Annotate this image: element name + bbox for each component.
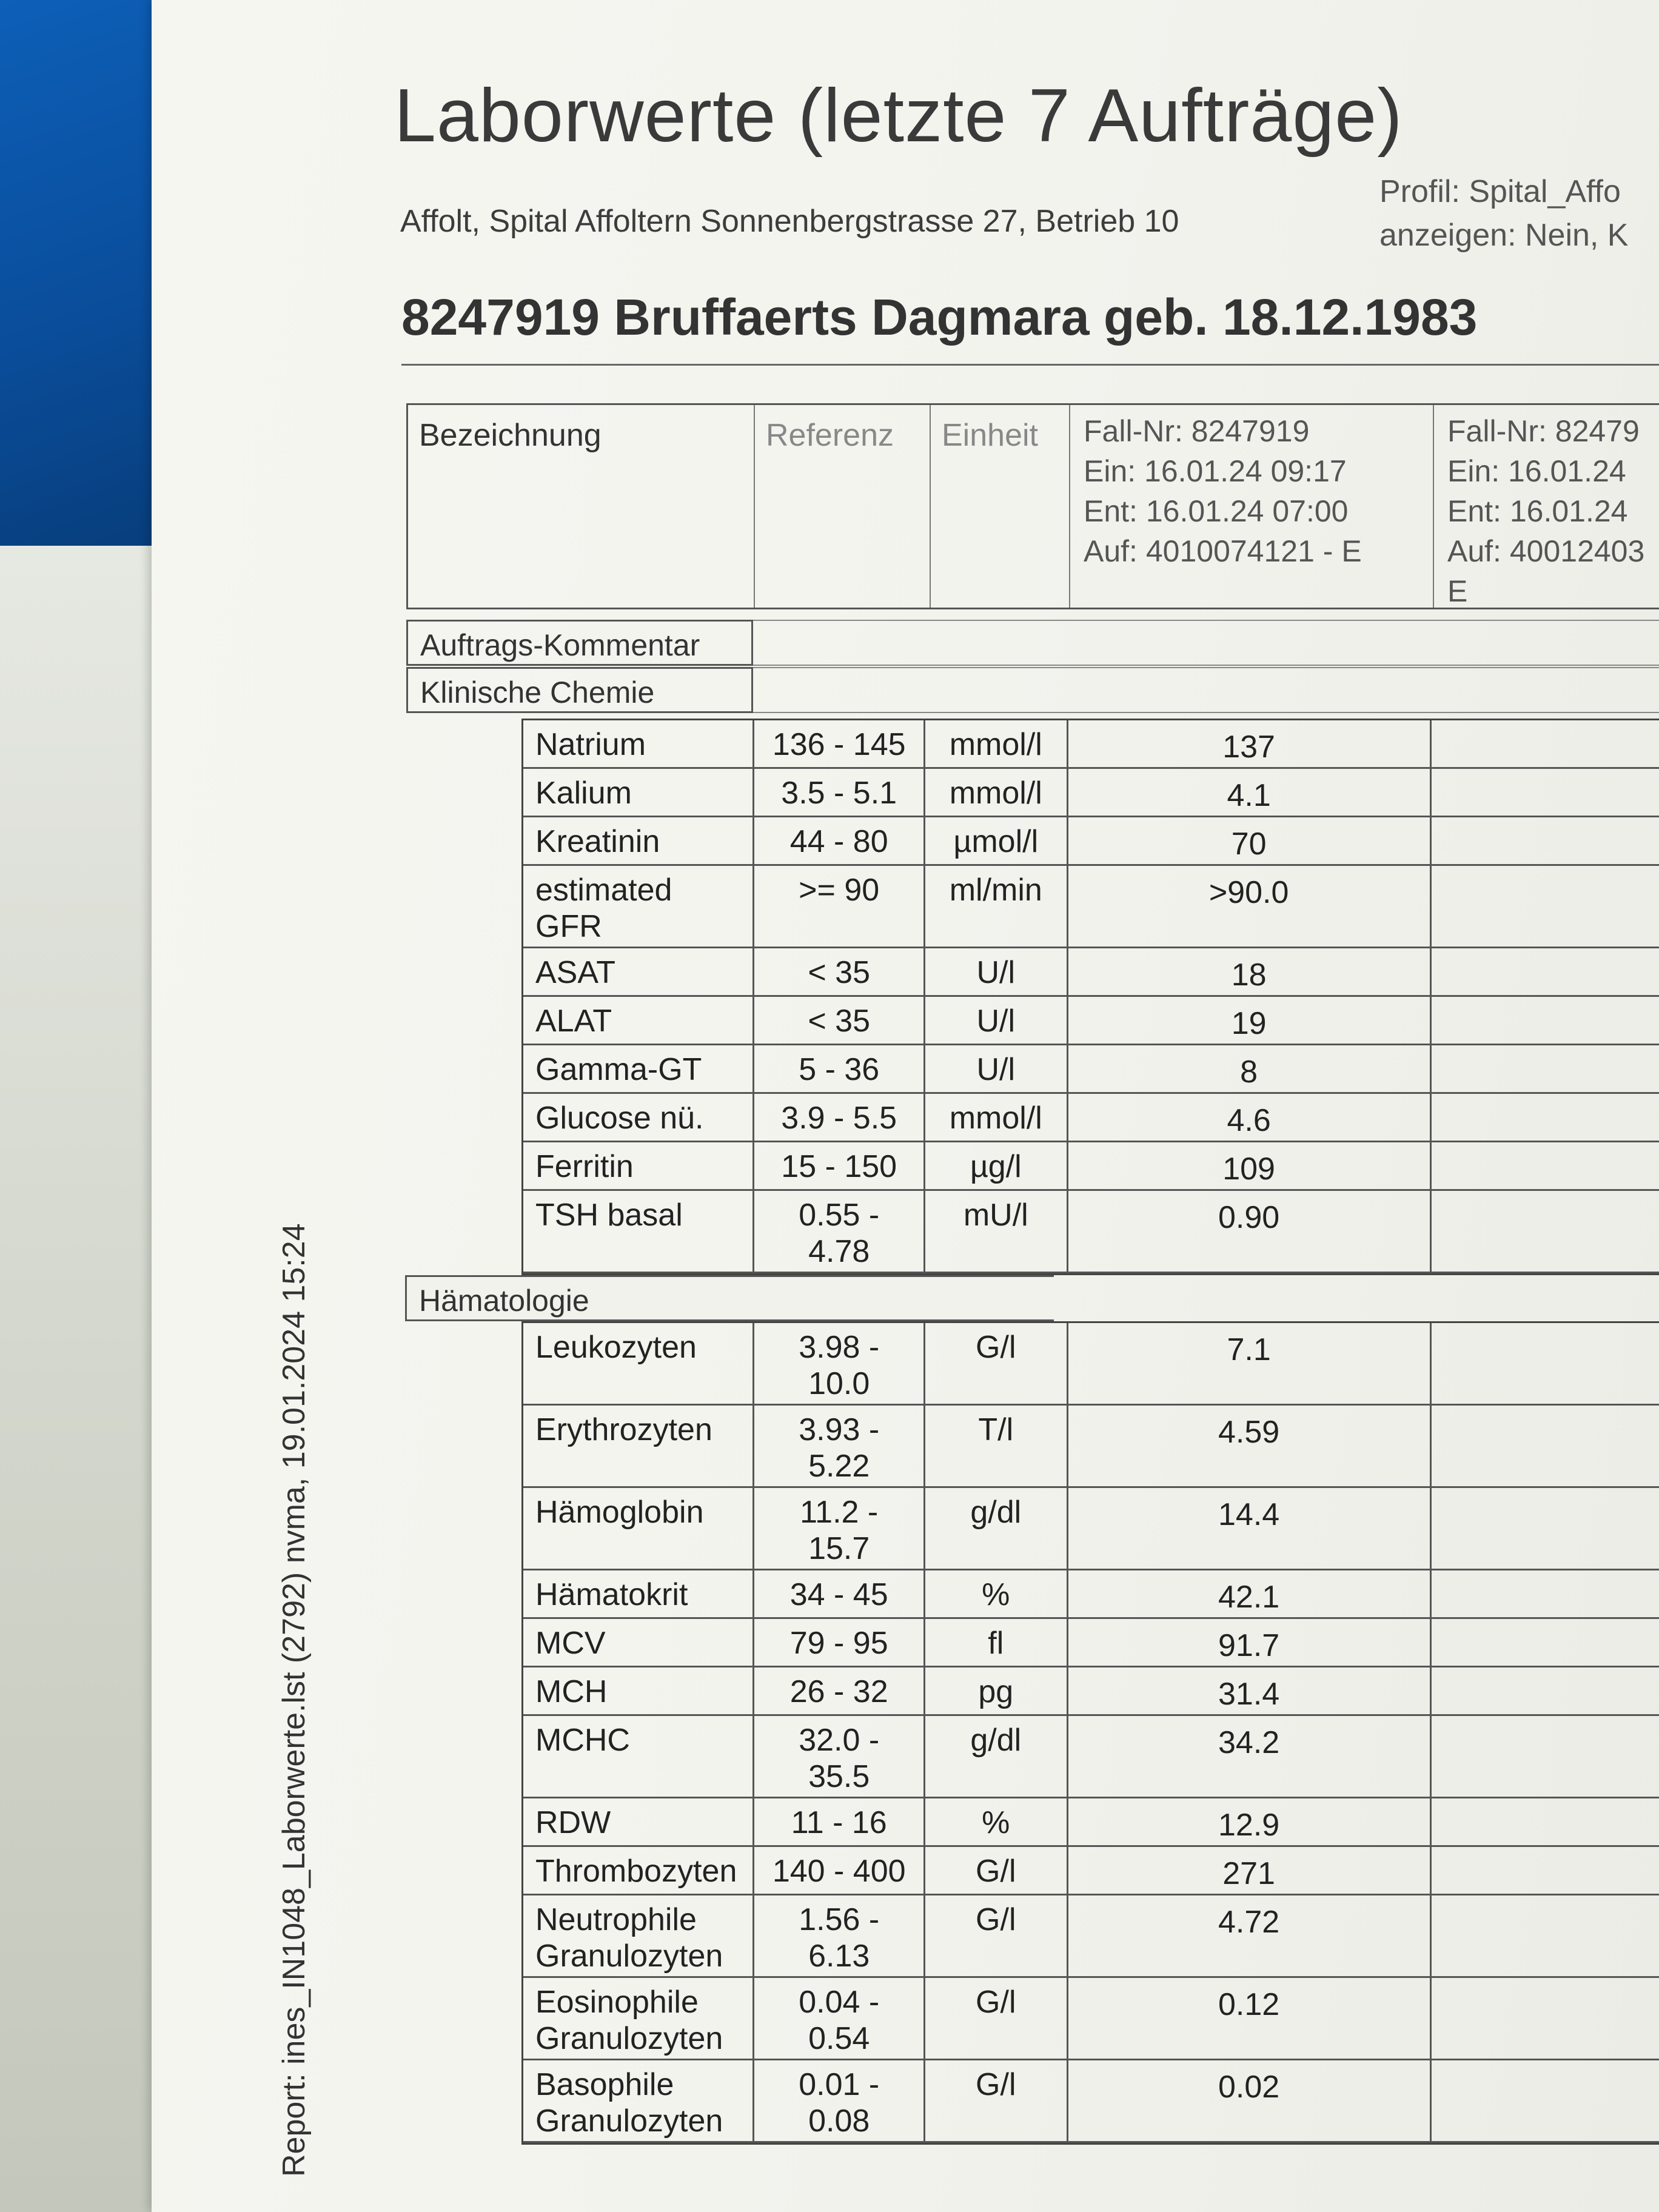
next-order-value [1432,1045,1659,1092]
unit-text: mU/l [963,1198,1028,1233]
test-name-text: MCH [535,1674,608,1709]
unit-text: U/l [976,1004,1016,1039]
header-unit [930,405,1069,608]
reference-range-text: 79 - 95 [789,1626,888,1661]
order-info-line: Auf: 4010074121 - E [1084,534,1362,568]
next-order-value [1432,1798,1659,1845]
reference-range [754,1191,925,1272]
unit [925,1667,1068,1714]
next-order-value [1432,866,1659,947]
next-order-value [1432,1667,1659,1714]
unit-text: % [982,1805,1010,1840]
unit-text: µmol/l [953,824,1039,859]
reference-range [754,2060,925,2141]
unit-text: mmol/l [949,776,1042,811]
next-order-value [1432,769,1659,816]
unit [925,1847,1068,1894]
reference-range-text: 136 - 145 [772,727,906,762]
test-name-text: Hämoglobin [535,1495,704,1530]
section-order-comment-line [753,620,1659,666]
result-row [523,1191,1659,1273]
unit-text: U/l [976,1052,1016,1087]
test-name-text: Leukozyten [535,1330,697,1365]
reference-range [754,1142,925,1189]
next-order-value [1432,997,1659,1044]
test-name [523,1667,754,1714]
test-name-text: Thrombozyten [535,1854,737,1889]
reference-range [754,866,925,947]
test-name-text: Ferritin [535,1149,634,1184]
result-value-text: 8 [1240,1054,1258,1090]
reference-range-text: 4.78 [808,1234,870,1269]
hospital-address: Affolt, Spital Affoltern Sonnenbergstrasse 27, Betrieb 10 [400,204,1179,239]
next-order-value [1432,1570,1659,1617]
test-name [523,817,754,864]
result-value [1068,1570,1432,1617]
result-row [523,1570,1659,1619]
order-1-info [1084,411,1362,571]
section-clinical-chemistry-line [753,667,1659,713]
test-name [523,1895,754,1976]
unit-text: g/dl [970,1495,1022,1530]
next-order-value [1432,1619,1659,1666]
result-value [1068,817,1432,864]
test-name [523,1045,754,1092]
reference-range [754,1716,925,1797]
unit [925,997,1068,1044]
unit [925,1094,1068,1141]
reference-range-text: 3.5 - 5.1 [781,776,897,811]
result-value-text: 137 [1222,729,1275,765]
reference-range-text: 0.04 - [799,1985,880,2020]
unit [925,1406,1068,1486]
reference-range [754,1895,925,1976]
column-header-table [406,403,1659,609]
unit [925,1978,1068,2059]
test-name-text: Neutrophile [535,1902,697,1937]
unit-text: mmol/l [949,1101,1042,1136]
result-value [1068,1619,1432,1666]
order-info-line: Ent: 16.01.24 [1447,494,1628,528]
reference-range [754,1323,925,1404]
test-name-text: MCHC [535,1723,630,1758]
result-value-text: 4.72 [1218,1905,1280,1940]
next-order-value [1432,1716,1659,1797]
result-value [1068,948,1432,995]
reference-range-text: 3.9 - 5.5 [781,1101,897,1136]
result-value-text: 12.9 [1218,1808,1280,1843]
result-value [1068,769,1432,816]
unit [925,817,1068,864]
test-name [523,1406,754,1486]
next-order-value [1432,817,1659,864]
unit-text: G/l [976,1985,1016,2020]
test-name-text: ASAT [535,955,615,990]
test-name-text: ALAT [535,1004,612,1039]
result-row [523,1094,1659,1142]
header-reference [754,405,930,608]
reference-range-text: 0.55 - [799,1198,880,1233]
reference-range-text: 44 - 80 [789,824,888,859]
result-value [1068,1323,1432,1404]
test-name [523,720,754,767]
result-value [1068,866,1432,947]
hematology-table [521,1321,1659,2145]
result-row [523,1142,1659,1191]
reference-range-text: 26 - 32 [789,1674,888,1709]
test-name-text: Granulozyten [535,2021,723,2056]
background-surface [0,546,164,2212]
result-value-text: 91.7 [1218,1628,1280,1663]
test-name [523,997,754,1044]
test-name-text: Erythrozyten [535,1412,712,1447]
result-value-text: 18 [1231,957,1267,993]
reference-range-text: 10.0 [808,1366,870,1401]
reference-range [754,1488,925,1569]
unit [925,1895,1068,1976]
test-name [523,1191,754,1272]
unit [925,1716,1068,1797]
reference-range-text: 15 - 150 [781,1149,897,1184]
result-value-text: 14.4 [1218,1497,1280,1532]
order-info-line: Fall-Nr: 82479 [1447,414,1640,448]
next-order-value [1432,2060,1659,2141]
result-value-text: 0.12 [1218,1987,1280,2022]
order-info-line: Ein: 16.01.24 09:17 [1084,454,1347,488]
result-row [523,1847,1659,1895]
profile-info [1379,170,1629,257]
result-value-text: 7.1 [1227,1332,1271,1367]
section-clinical-chemistry: Klinische Chemie [406,667,753,713]
unit [925,1798,1068,1845]
unit [925,1488,1068,1569]
test-name-text: RDW [535,1805,611,1840]
result-row [523,1895,1659,1978]
test-name [523,769,754,816]
result-value [1068,1045,1432,1092]
unit-text: U/l [976,955,1016,990]
result-row [523,1667,1659,1716]
unit-text: µg/l [970,1149,1022,1184]
test-name-text: Eosinophile [535,1985,699,2020]
result-row [523,1488,1659,1570]
reference-range [754,1619,925,1666]
test-name-text: Hämatokrit [535,1577,688,1612]
reference-range [754,720,925,767]
order-info-line: Fall-Nr: 8247919 [1084,414,1310,448]
unit [925,2060,1068,2141]
unit [925,1191,1068,1272]
order-info-line: Ein: 16.01.24 [1447,454,1626,488]
test-name [523,1619,754,1666]
chemistry-table [521,719,1659,1275]
section-order-comment: Auftrags-Kommentar [406,620,753,666]
next-order-value [1432,1142,1659,1189]
unit-text: fl [988,1626,1004,1661]
result-row [523,997,1659,1045]
reference-range-text: 5 - 36 [799,1052,880,1087]
next-order-value [1432,1191,1659,1272]
result-row [523,769,1659,817]
test-name [523,1323,754,1404]
unit [925,1323,1068,1404]
result-value-text: 4.1 [1227,778,1271,813]
unit-text: T/l [978,1412,1014,1447]
test-name [523,1847,754,1894]
reference-range [754,997,925,1044]
result-value [1068,2060,1432,2141]
divider [401,364,1659,366]
next-order-value [1432,1488,1659,1569]
reference-range [754,1847,925,1894]
test-name-text: Granulozyten [535,2103,723,2139]
result-value-text: 4.59 [1218,1415,1280,1450]
result-row [523,2060,1659,2143]
result-value [1068,1847,1432,1894]
test-name [523,1142,754,1189]
result-row [523,1406,1659,1488]
reference-range-text: 0.54 [808,2021,870,2056]
background-fabric [0,0,164,546]
unit-text: G/l [976,1902,1016,1937]
result-row [523,720,1659,769]
result-row [523,866,1659,948]
reference-range [754,817,925,864]
header-unit-label: Einheit [942,418,1038,453]
reference-range [754,1045,925,1092]
reference-range-text: < 35 [808,955,871,990]
next-order-value [1432,1847,1659,1894]
reference-range-text: 34 - 45 [789,1577,888,1612]
test-name [523,948,754,995]
result-value-text: 271 [1222,1856,1275,1891]
order-2-info [1447,411,1644,608]
result-value [1068,1142,1432,1189]
test-name-text: estimated [535,873,672,908]
reference-range [754,1570,925,1617]
test-name-text: GFR [535,909,602,944]
result-value-text: 42.1 [1218,1580,1280,1615]
result-row [523,948,1659,997]
result-value-text: 70 [1231,826,1267,862]
header-name-label: Bezeichnung [419,418,602,453]
order-info-line: Ent: 16.01.24 07:00 [1084,494,1349,528]
report-footer: Report: ines_IN1048_Laborwerte.lst (2792) nvma, 19.01.2024 15:24 [276,1223,312,2177]
unit [925,1619,1068,1666]
unit-text: G/l [976,1330,1016,1365]
test-name-text: Kalium [535,776,632,811]
reference-range-text: 6.13 [808,1939,870,1974]
result-value-text: 19 [1231,1006,1267,1041]
result-value-text: 0.90 [1218,1200,1280,1235]
test-name-text: Glucose nü. [535,1101,704,1136]
unit-text: % [982,1577,1010,1612]
result-value-text: 4.6 [1227,1103,1271,1138]
next-order-value [1432,1978,1659,2059]
unit-text: pg [978,1674,1014,1709]
reference-range [754,948,925,995]
reference-range-text: >= 90 [799,873,880,908]
test-name-text: Kreatinin [535,824,660,859]
reference-range-text: 11 - 16 [791,1805,887,1840]
test-name-text: Natrium [535,727,646,762]
result-value [1068,1094,1432,1141]
unit [925,1142,1068,1189]
unit [925,948,1068,995]
reference-range [754,1094,925,1141]
next-order-value [1432,720,1659,767]
test-name [523,1094,754,1141]
next-order-value [1432,1094,1659,1141]
result-value [1068,1406,1432,1486]
test-name [523,1798,754,1845]
test-name [523,1488,754,1569]
result-value-text: >90.0 [1208,875,1289,910]
reference-range-text: 0.08 [808,2103,870,2139]
result-value [1068,720,1432,767]
result-value [1068,1798,1432,1845]
reference-range-text: 11.2 - [800,1495,879,1530]
result-value [1068,1191,1432,1272]
result-value [1068,1716,1432,1797]
display-line: anzeigen: Nein, K [1379,218,1629,253]
next-order-value [1432,1895,1659,1976]
header-reference-label: Referenz [766,418,894,453]
reference-range-text: 32.0 - [799,1723,880,1758]
reference-range-text: 0.01 - [799,2067,880,2102]
unit [925,1045,1068,1092]
result-value-text: 109 [1222,1151,1275,1187]
result-value-text: 34.2 [1218,1725,1280,1760]
patient-heading: 8247919 Bruffaerts Dagmara geb. 18.12.1983 [401,289,1478,346]
section-hematology: Hämatologie [405,1275,1054,1321]
header-order-1 [1069,405,1433,608]
test-name-text: Basophile [535,2067,674,2102]
result-row [523,817,1659,866]
unit-text: G/l [976,1854,1016,1889]
result-row [523,1045,1659,1094]
next-order-value [1432,1323,1659,1404]
result-value [1068,1978,1432,2059]
reference-range-text: 35.5 [808,1759,870,1794]
result-row [523,1323,1659,1406]
result-row [523,1619,1659,1667]
result-value-text: 0.02 [1218,2070,1280,2105]
order-info-line: E [1447,574,1468,608]
unit-text: G/l [976,2067,1016,2102]
reference-range-text: 3.93 - [799,1412,880,1447]
reference-range-text: 140 - 400 [772,1854,906,1889]
order-info-line: Auf: 40012403 [1447,534,1645,568]
unit [925,866,1068,947]
reference-range-text: 15.7 [808,1531,870,1566]
test-name [523,1978,754,2059]
reference-range [754,1978,925,2059]
result-value [1068,1488,1432,1569]
header-order-2 [1433,405,1659,608]
reference-range-text: < 35 [808,1004,871,1039]
result-value-text: 31.4 [1218,1677,1280,1712]
reference-range-text: 1.56 - [799,1902,880,1937]
test-name-text: Granulozyten [535,1939,723,1974]
reference-range-text: 5.22 [808,1449,870,1484]
unit [925,720,1068,767]
result-value [1068,1667,1432,1714]
unit-text: mmol/l [949,727,1042,762]
result-value [1068,997,1432,1044]
reference-range-text: 3.98 - [799,1330,880,1365]
result-value [1068,1895,1432,1976]
reference-range [754,1406,925,1486]
profile-line: Profil: Spital_Affo [1379,174,1621,209]
next-order-value [1432,948,1659,995]
report-title: Laborwerte (letzte 7 Aufträge) [394,74,1403,158]
test-name [523,1570,754,1617]
test-name [523,2060,754,2141]
unit [925,769,1068,816]
test-name-text: TSH basal [535,1198,683,1233]
test-name [523,866,754,947]
result-row [523,1978,1659,2060]
header-name [408,405,754,608]
unit-text: g/dl [970,1723,1022,1758]
next-order-value [1432,1406,1659,1486]
test-name-text: MCV [535,1626,606,1661]
result-row [523,1716,1659,1798]
unit-text: ml/min [949,873,1042,908]
reference-range [754,1798,925,1845]
reference-range [754,769,925,816]
test-name [523,1716,754,1797]
unit [925,1570,1068,1617]
result-row [523,1798,1659,1847]
reference-range [754,1667,925,1714]
test-name-text: Gamma-GT [535,1052,702,1087]
